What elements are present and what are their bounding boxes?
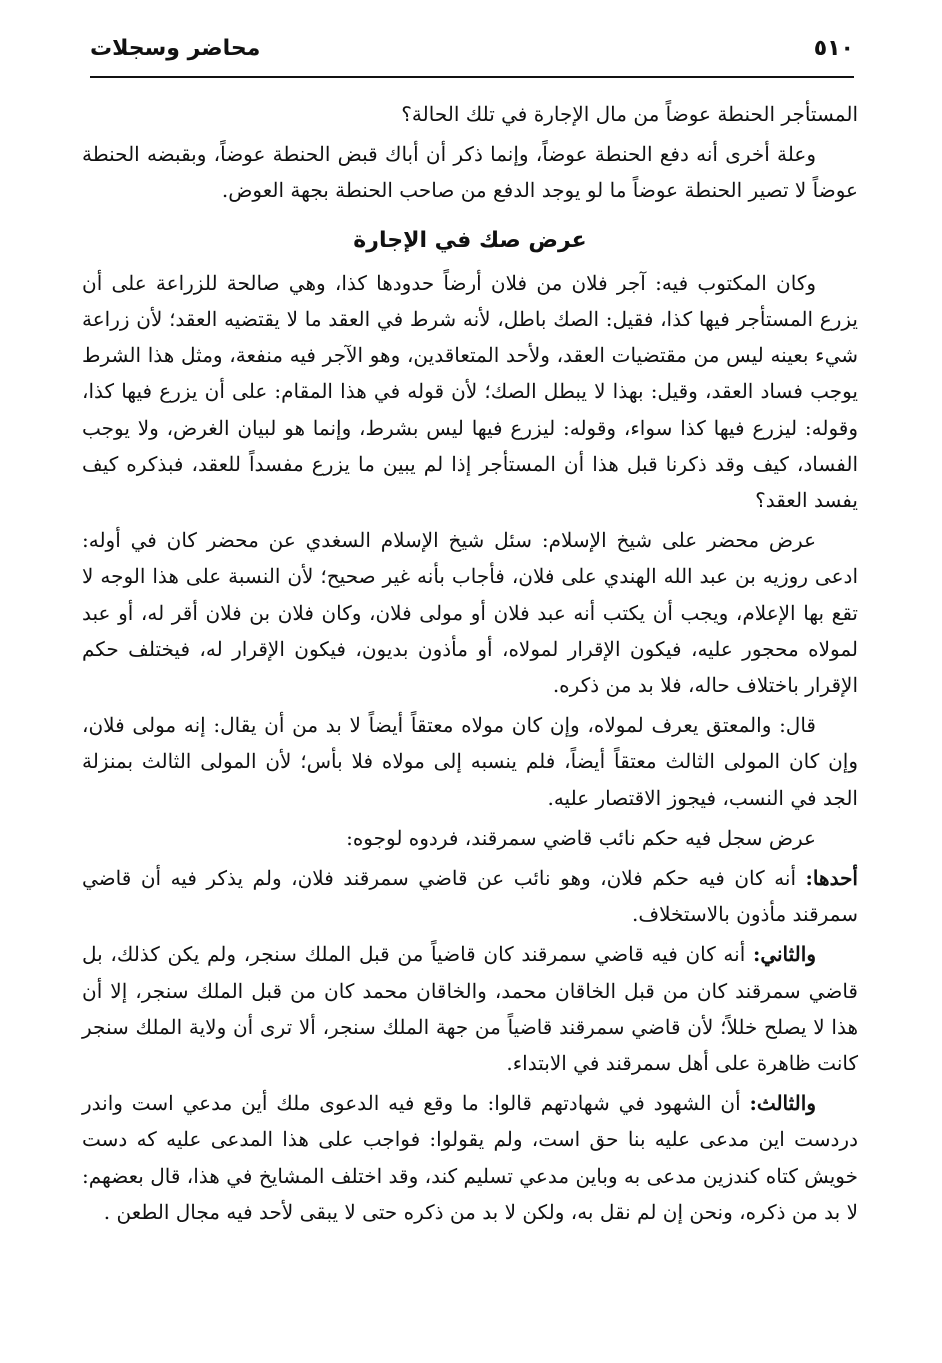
paragraph-8 bbox=[82, 936, 858, 1081]
paragraph-8-lead: والثاني: bbox=[752, 942, 816, 967]
paragraph-3: وكان المكتوب فيه: آجر فلان من فلان أرضاً حدودها كذا، وهي صالحة للزراعة على أن يزرع المستأجر فيها كذا، فقيل: الصك باطل، لأنه شرط في العقد ما لا يقتضيه العقد؛ لأن زراعة شيء بعينه ليس من مقتضيات العقد، ولأحد المتعاقدين، وهو الآجر فيه منفعة، ومثل هذا الشرط يوجب فساد العقد، وقيل: بهذا لا يبطل الصك؛ لأن قوله في هذا المقام: على أن يزرع فيها كذا، وقوله: ليزرع فيها كذا سواء، وقوله: ليزرع فيها ليس بشرط، وإنما هو لبيان الغرض، ولا يوجب الفساد، كيف وقد ذكرنا قبل هذا أن المستأجر إذا لم يبين ما يزرع مفسداً للعقد، فبذكره كيف يفسد العقد؟ bbox=[82, 270, 859, 513]
section-heading: عرض صك في الإجارة bbox=[353, 227, 587, 253]
paragraph-6: عرض سجل فيه حكم نائب قاضي سمرقند، فردوه لوجوه: bbox=[346, 825, 816, 850]
paragraph-4: عرض محضر على شيخ الإسلام: سئل شيخ الإسلام السغدي عن محضر كان في أوله: ادعى روزيه بن عبد الله الهندي على فلان، فأجاب بأنه غير صحيح؛ لأن النسبة على هذا الوجه لا تقع بها الإعلام، ويجب أن يكتب أنه عبد فلان أو مولى فلان، وكان فلان بن فلان أقر له، أو عبد لمولاه محجور عليه، فيكون الإقرار لمولاه، أو مأذون بديون، فيكون الإقرار له، فيختلف حكم الإقرار باختلاف حاله، فلا بد من ذكره. bbox=[82, 528, 858, 698]
paragraph-7-lead: أحدها: bbox=[805, 866, 858, 891]
paragraph-9-text: أن الشهود في شهادتهم قالوا: ما وقع فيه الدعوى ملك أين مدعي است واندر دردست اين مدعى عليه بنا حق است، ولم يقولوا: فواجب على هذا المدعى عليه كه دست خويش كتاه كندزين مدعى به وباين مدعي تسليم كند، وقد اختلف المشايخ في هذا، قال بعضهم: لا بد من ذكره، ونحن إن لم نقل به، ولكن لا بد من ذكره حتى لا يبقى لأحد فيه مجال الطعن . bbox=[82, 1091, 858, 1224]
page-number: ٥١٠ bbox=[813, 36, 854, 61]
paragraph-9-lead: والثالث: bbox=[749, 1091, 816, 1116]
paragraph-8-text: أنه كان فيه قاضي سمرقند كان قاضياً من قبل الملك سنجر، ولم يكن كذلك، بل قاضي سمرقند كان من قبل الخاقان محمد، والخاقان محمد كان من قبل الملك سنجر، إلا أن هذا لا يصلح خللاً؛ لأن قاضي سمرقند قاضياً من جهة الملك سنجر، ألا ترى أن ولاية الملك سنجر كانت ظاهرة على أهل سمرقند في الابتداء. bbox=[82, 942, 858, 1076]
page-header bbox=[90, 34, 854, 78]
page-body bbox=[82, 96, 858, 1234]
running-title: محاضر وسجلات bbox=[90, 36, 261, 61]
paragraph-9 bbox=[82, 1085, 858, 1230]
paragraph-7 bbox=[82, 860, 858, 932]
paragraph-7-text: أنه كان فيه حكم فلان، وهو نائب عن قاضي سمرقند فلان، ولم يذكر فيه أن قاضي سمرقند مأذون بالاستخلاف. bbox=[82, 866, 858, 927]
paragraph-5: قال: والمعتق يعرف لمولاه، وإن كان مولاه معتقاً أيضاً لا بد من أن يقال: إنه مولى فلان، وإن كان المولى الثالث معتقاً أيضاً، فلم ينسبه إلى مولاه فلا بأس؛ لأن المولى الثالث بمنزلة الجد في النسب، فيجوز الاقتصار عليه. bbox=[82, 713, 858, 810]
paragraph-2: وعلة أخرى أنه دفع الحنطة عوضاً، وإنما ذكر أن أباك قبض الحنطة عوضاً، وبقبضه الحنطة عوضاً لا تصير الحنطة عوضاً ما لو يوجد الدفع من صاحب الحنطة بجهة العوض. bbox=[82, 142, 858, 203]
paragraph-1: المستأجر الحنطة عوضاً من مال الإجارة في تلك الحالة؟ bbox=[401, 102, 858, 126]
